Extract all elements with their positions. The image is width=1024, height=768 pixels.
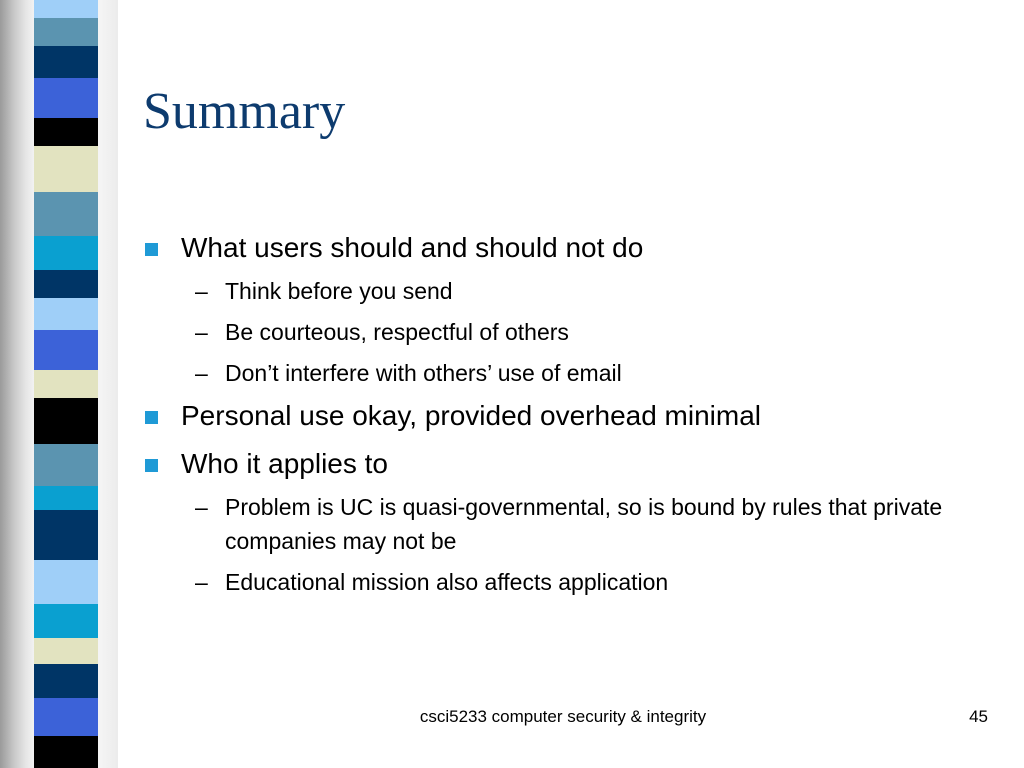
sub-bullet-item: [181, 565, 993, 599]
stripe: [34, 486, 98, 510]
stripe: [34, 638, 98, 664]
slide-title: Summary: [143, 83, 346, 140]
stripe: [34, 398, 98, 444]
stripe: [34, 444, 98, 486]
sub-bullet-text: Be courteous, respectful of others: [225, 319, 569, 345]
sub-bullet-item: [181, 315, 993, 349]
sub-bullet-text: Think before you send: [225, 278, 453, 304]
sub-bullet-item: [181, 490, 993, 558]
stripe: [34, 192, 98, 236]
bullet-item: [143, 394, 993, 438]
stripe: [34, 146, 98, 192]
square-bullet-icon: [145, 411, 158, 424]
stripe: [34, 736, 98, 768]
square-bullet-icon: [145, 243, 158, 256]
bullet-list: [143, 226, 993, 603]
dash-bullet-icon: –: [195, 319, 208, 345]
bullet-item: [143, 226, 993, 390]
stripe: [34, 118, 98, 146]
sub-bullet-list: [181, 274, 993, 390]
stripe: [34, 236, 98, 270]
stripe: [34, 330, 98, 370]
bullet-item: [143, 442, 993, 599]
stripe: [34, 698, 98, 736]
sub-bullet-text: Educational mission also affects application: [225, 569, 669, 595]
stripe: [34, 0, 98, 18]
bullet-text: Personal use okay, provided overhead minimal: [181, 400, 762, 431]
slide-footer: csci5233 computer security & integrity: [419, 707, 707, 726]
sub-bullet-list: [181, 490, 993, 599]
square-bullet-icon: [145, 459, 158, 472]
stripe: [34, 78, 98, 118]
stripe: [34, 370, 98, 398]
stripe: [34, 18, 98, 46]
stripe: [34, 604, 98, 638]
dash-bullet-icon: –: [195, 278, 208, 304]
stripe: [34, 298, 98, 330]
stripe: [34, 664, 98, 698]
bullet-text: What users should and should not do: [181, 232, 644, 263]
sub-bullet-item: [181, 274, 993, 308]
stripe: [34, 270, 98, 298]
decorative-stripes: [34, 0, 98, 768]
sub-bullet-item: [181, 356, 993, 390]
dash-bullet-icon: –: [195, 494, 208, 520]
dash-bullet-icon: –: [195, 360, 208, 386]
sub-bullet-text: Don’t interfere with others’ use of email: [225, 360, 622, 386]
sub-bullet-text: Problem is UC is quasi-governmental, so is bound by rules that private companies may not be: [225, 494, 943, 554]
stripe: [34, 46, 98, 78]
stripe: [34, 510, 98, 560]
stripe: [34, 560, 98, 604]
dash-bullet-icon: –: [195, 569, 208, 595]
page-number: 45: [969, 707, 988, 726]
bullet-text: Who it applies to: [181, 448, 388, 479]
